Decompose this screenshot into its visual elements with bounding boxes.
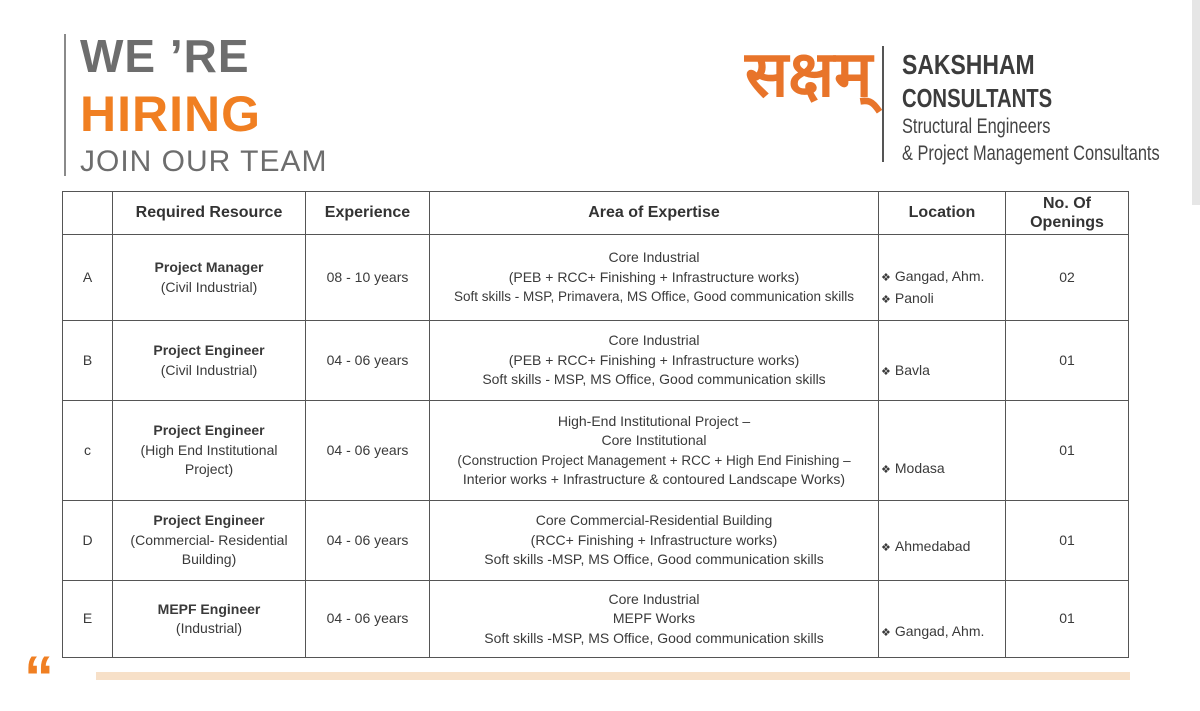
row-role [113, 321, 306, 401]
expertise-line: Soft skills - MSP, Primavera, MS Office, Good communication skills [453, 289, 855, 305]
location-text: Gangad, Ahm. [894, 268, 985, 284]
location-text: Modasa [894, 459, 945, 476]
location-item [881, 622, 1003, 644]
row-role [113, 501, 306, 581]
header-openings: No. Of Openings [1006, 192, 1129, 235]
diamond-bullet-icon: ❖ [881, 627, 891, 640]
role-subtitle: (Industrial) [175, 620, 243, 636]
row-expertise [430, 401, 879, 501]
logo-divider [882, 46, 884, 162]
quote-mark-icon: “ [24, 644, 54, 711]
location-item [881, 361, 1003, 383]
expertise-line: Soft skills -MSP, MS Office, Good communication skills [484, 629, 824, 646]
table-row [63, 235, 1129, 321]
table-row [63, 321, 1129, 401]
role-subtitle: (Civil Industrial) [160, 278, 258, 295]
expertise-line: (Construction Project Management + RCC + High End Finishing – [457, 452, 851, 468]
diamond-bullet-icon: ❖ [881, 541, 891, 554]
footer-band [96, 672, 1130, 680]
table-header-row [63, 192, 1129, 235]
heading-join-our-team: JOIN OUR TEAM [80, 145, 328, 178]
location-text: Gangad, Ahm. [894, 623, 985, 640]
row-experience: 04 - 06 years [306, 501, 430, 581]
row-expertise [430, 581, 879, 658]
header-divider [64, 34, 66, 176]
row-id: c [63, 401, 113, 501]
row-openings: 01 [1006, 581, 1129, 658]
row-experience: 08 - 10 years [306, 235, 430, 321]
openings-table [62, 191, 1129, 658]
role-subtitle: (Commercial- Residential Building) [130, 531, 288, 568]
expertise-line: (PEB + RCC+ Finishing + Infrastructure works) [508, 268, 800, 285]
company-name-line2: CONSULTANTS [902, 83, 1053, 113]
row-expertise [430, 235, 879, 321]
diamond-bullet-icon: ❖ [881, 272, 891, 284]
row-location [879, 581, 1006, 658]
role-title: Project Manager [154, 259, 264, 275]
location-text: Bavla [894, 361, 930, 378]
row-experience: 04 - 06 years [306, 401, 430, 501]
row-experience: 04 - 06 years [306, 581, 430, 658]
row-role [113, 581, 306, 658]
diamond-bullet-icon: ❖ [881, 463, 891, 476]
row-location [879, 401, 1006, 501]
diamond-bullet-icon: ❖ [881, 365, 891, 378]
role-title: Project Engineer [153, 512, 265, 529]
row-role [113, 235, 306, 321]
location-text: Panoli [894, 289, 934, 306]
heading-hiring: HIRING [80, 86, 261, 142]
diamond-bullet-icon: ❖ [881, 293, 891, 306]
row-experience: 04 - 06 years [306, 321, 430, 401]
header-required-resource: Required Resource [113, 192, 306, 235]
row-expertise [430, 501, 879, 581]
role-subtitle: (Civil Industrial) [160, 361, 258, 378]
scrollbar-edge [1192, 0, 1200, 205]
company-tagline-1: Structural Engineers [902, 115, 1051, 138]
role-subtitle: (High End Institutional Project) [140, 441, 278, 478]
header-experience: Experience [306, 192, 430, 235]
table-row [63, 581, 1129, 658]
expertise-line: (PEB + RCC+ Finishing + Infrastructure works) [508, 351, 800, 368]
expertise-line: Interior works + Infrastructure & contoured Landscape Works) [462, 471, 846, 487]
expertise-line: (RCC+ Finishing + Infrastructure works) [530, 531, 778, 548]
row-openings: 01 [1006, 321, 1129, 401]
location-item [881, 459, 1003, 481]
row-location [879, 235, 1006, 321]
expertise-line: High-End Institutional Project – [557, 412, 751, 429]
header-index [63, 192, 113, 235]
expertise-line: Soft skills - MSP, MS Office, Good communication skills [482, 371, 826, 388]
company-name: SAKSHHAM [902, 49, 1035, 80]
row-id: B [63, 321, 113, 401]
location-item [881, 267, 1003, 289]
row-location [879, 501, 1006, 581]
row-id: D [63, 501, 113, 581]
company-logo-glyph: सक्षम् [745, 38, 873, 112]
row-id: A [63, 235, 113, 321]
expertise-line: Core Industrial [608, 332, 700, 349]
row-openings: 01 [1006, 501, 1129, 581]
row-id: E [63, 581, 113, 658]
expertise-line: Core Institutional [601, 432, 707, 448]
row-openings: 01 [1006, 401, 1129, 501]
location-text: Ahmedabad [894, 537, 971, 554]
table-row [63, 501, 1129, 581]
expertise-line: Soft skills -MSP, MS Office, Good communication skills [484, 551, 824, 568]
location-item [881, 289, 1003, 311]
row-openings: 02 [1006, 235, 1129, 321]
expertise-line: Core Industrial [608, 249, 700, 266]
row-expertise [430, 321, 879, 401]
company-tagline-2: & Project Management Consultants [902, 142, 1160, 165]
heading-were: WE ’RE [80, 30, 250, 82]
row-location [879, 321, 1006, 401]
expertise-line: MEPF Works [612, 610, 696, 627]
role-title: Project Engineer [153, 422, 265, 439]
header-area-of-expertise: Area of Expertise [430, 192, 879, 235]
role-title: MEPF Engineer [157, 600, 261, 617]
row-role [113, 401, 306, 501]
table-row [63, 401, 1129, 501]
expertise-line: Core Industrial [608, 590, 700, 607]
header-location: Location [879, 192, 1006, 235]
role-title: Project Engineer [153, 342, 265, 358]
location-item [881, 537, 1003, 559]
expertise-line: Core Commercial-Residential Building [535, 512, 773, 529]
